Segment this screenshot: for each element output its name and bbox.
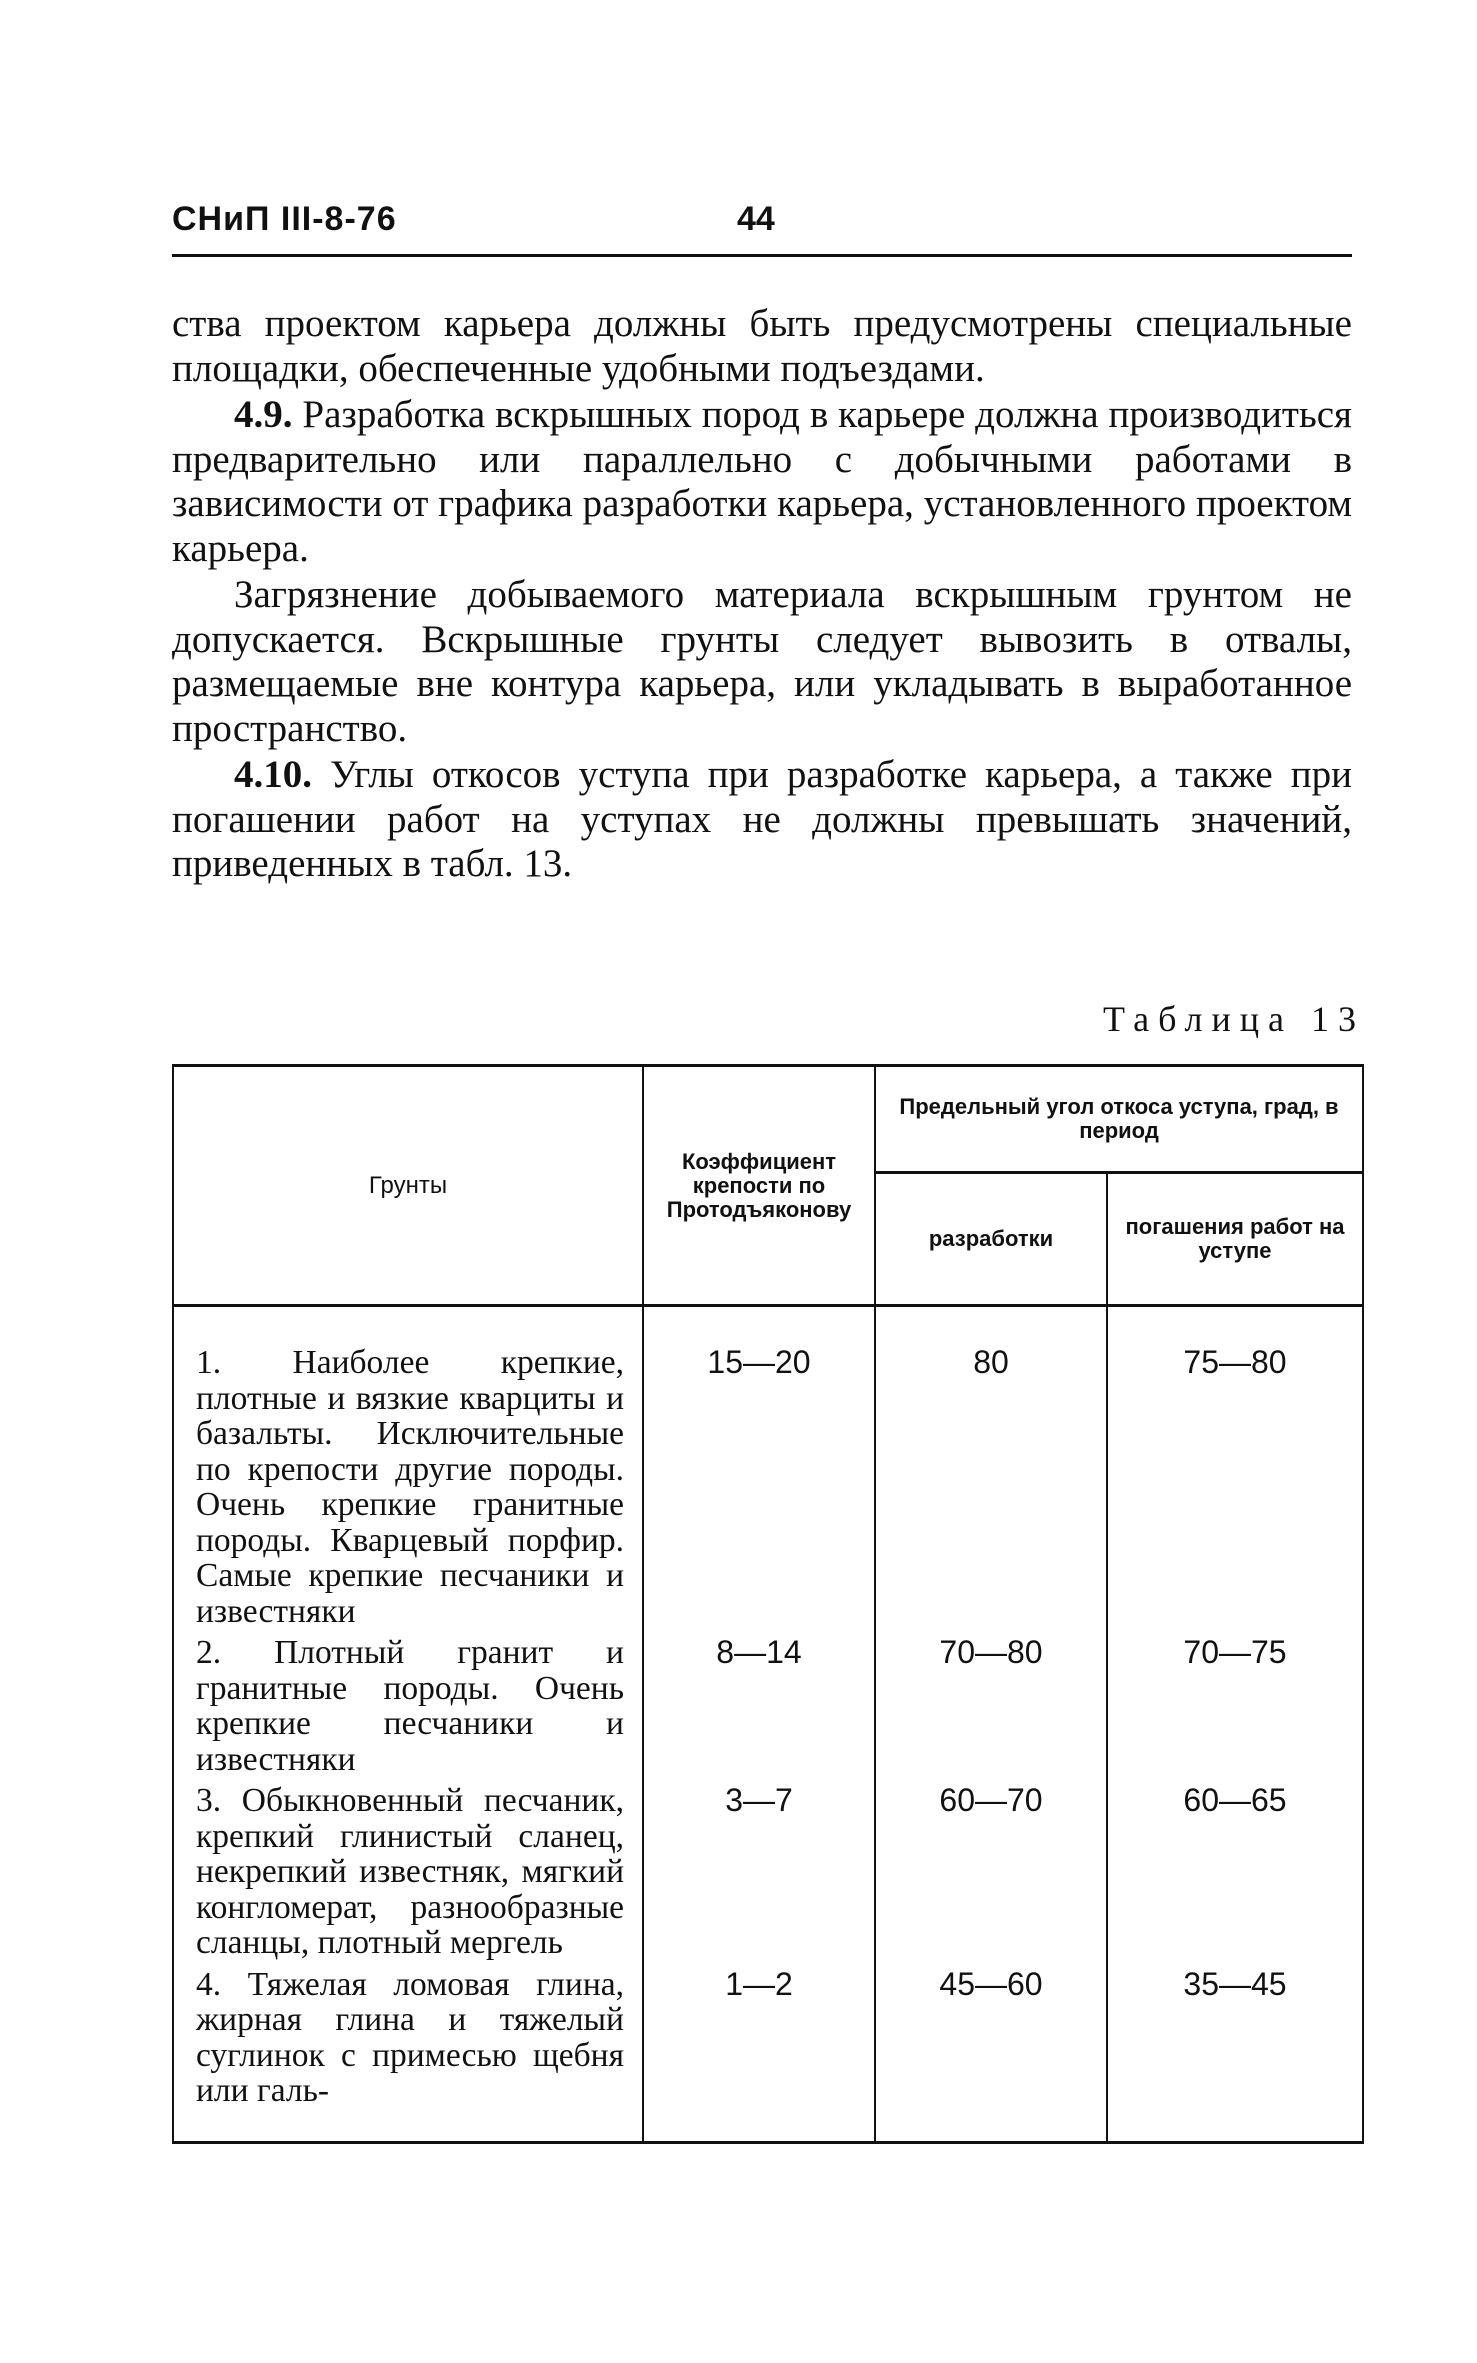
table-row [173,1306,1363,1630]
development-angle-cell: 45—60 [875,1961,1107,2143]
paragraph-4-10 [172,753,1352,887]
paragraph-number: 4.9. [234,393,293,436]
soil-cell: 2. Плотный гранит и гранитные породы. Очень крепкие песчаники и известняки [173,1629,643,1777]
closure-angle-cell: 35—45 [1107,1961,1363,2143]
header-angle-group: Предельный угол откоса уступа, град, в период [875,1066,1363,1173]
paragraph-number: 4.10. [234,753,312,796]
table-row [173,1629,1363,1777]
body-text [172,302,1352,889]
coefficient-cell: 8—14 [643,1629,875,1777]
development-angle-cell: 60—70 [875,1777,1107,1961]
header-soil: Грунты [173,1066,643,1306]
paragraph-continuation: ства проектом карьера должны быть предусмотрены специальные площадки, обеспеченные удобными подъездами. [172,302,1352,390]
table-row [173,1777,1363,1961]
document-code: СНиП III-8-76 [172,200,397,238]
slope-angle-table [172,1064,1364,2144]
closure-angle-cell: 70—75 [1107,1629,1363,1777]
soil-cell: 1. Наиболее крепкие, плотные и вязкие кварциты и базальты. Исключительные по крепости другие породы. Очень крепкие гранитные породы. Кварцевый порфир. Самые крепкие песчаники и известняки [173,1306,643,1630]
development-angle-cell: 80 [875,1306,1107,1630]
paragraph-text: Углы откосов уступа при разработке карьера, а также при погашении работ на уступах не должны превышать значений, приведенных в табл. 13. [172,753,1352,885]
closure-angle-cell: 60—65 [1107,1777,1363,1961]
paragraph-4-9 [172,393,1352,571]
header-coefficient: Коэффициент крепости по Протодъяконову [643,1066,875,1306]
coefficient-cell: 3—7 [643,1777,875,1961]
page-number: 44 [737,200,775,238]
development-angle-cell: 70—80 [875,1629,1107,1777]
header-closure: погашения работ на уступе [1107,1173,1363,1306]
paragraph-text: Разработка вскрышных пород в карьере должна производиться предварительно или параллельно с добычными работами в зависимости от графика разработки карьера, установленного проектом карьера. [172,393,1352,570]
coefficient-cell: 1—2 [643,1961,875,2143]
soil-cell: 4. Тяжелая ломовая глина, жирная глина и тяжелый суглинок с примесью щебня или галь- [173,1961,643,2143]
soil-cell: 3. Обыкновенный песчаник, крепкий глинистый сланец, некрепкий известняк, мягкий конгломерат, разнообразные сланцы, плотный мергель [173,1777,643,1961]
table-label: Таблица 13 [1103,999,1365,1039]
coefficient-cell: 15—20 [643,1306,875,1630]
page-header [172,200,1352,257]
header-development: разработки [875,1173,1107,1306]
table-row [173,1961,1363,2143]
paragraph-contamination: Загрязнение добываемого материала вскрышным грунтом не допускается. Вскрышные грунты следует вывозить в отвалы, размещаемые вне контура карьера, или укладывать в выработанное пространство. [172,573,1352,750]
closure-angle-cell: 75—80 [1107,1306,1363,1630]
